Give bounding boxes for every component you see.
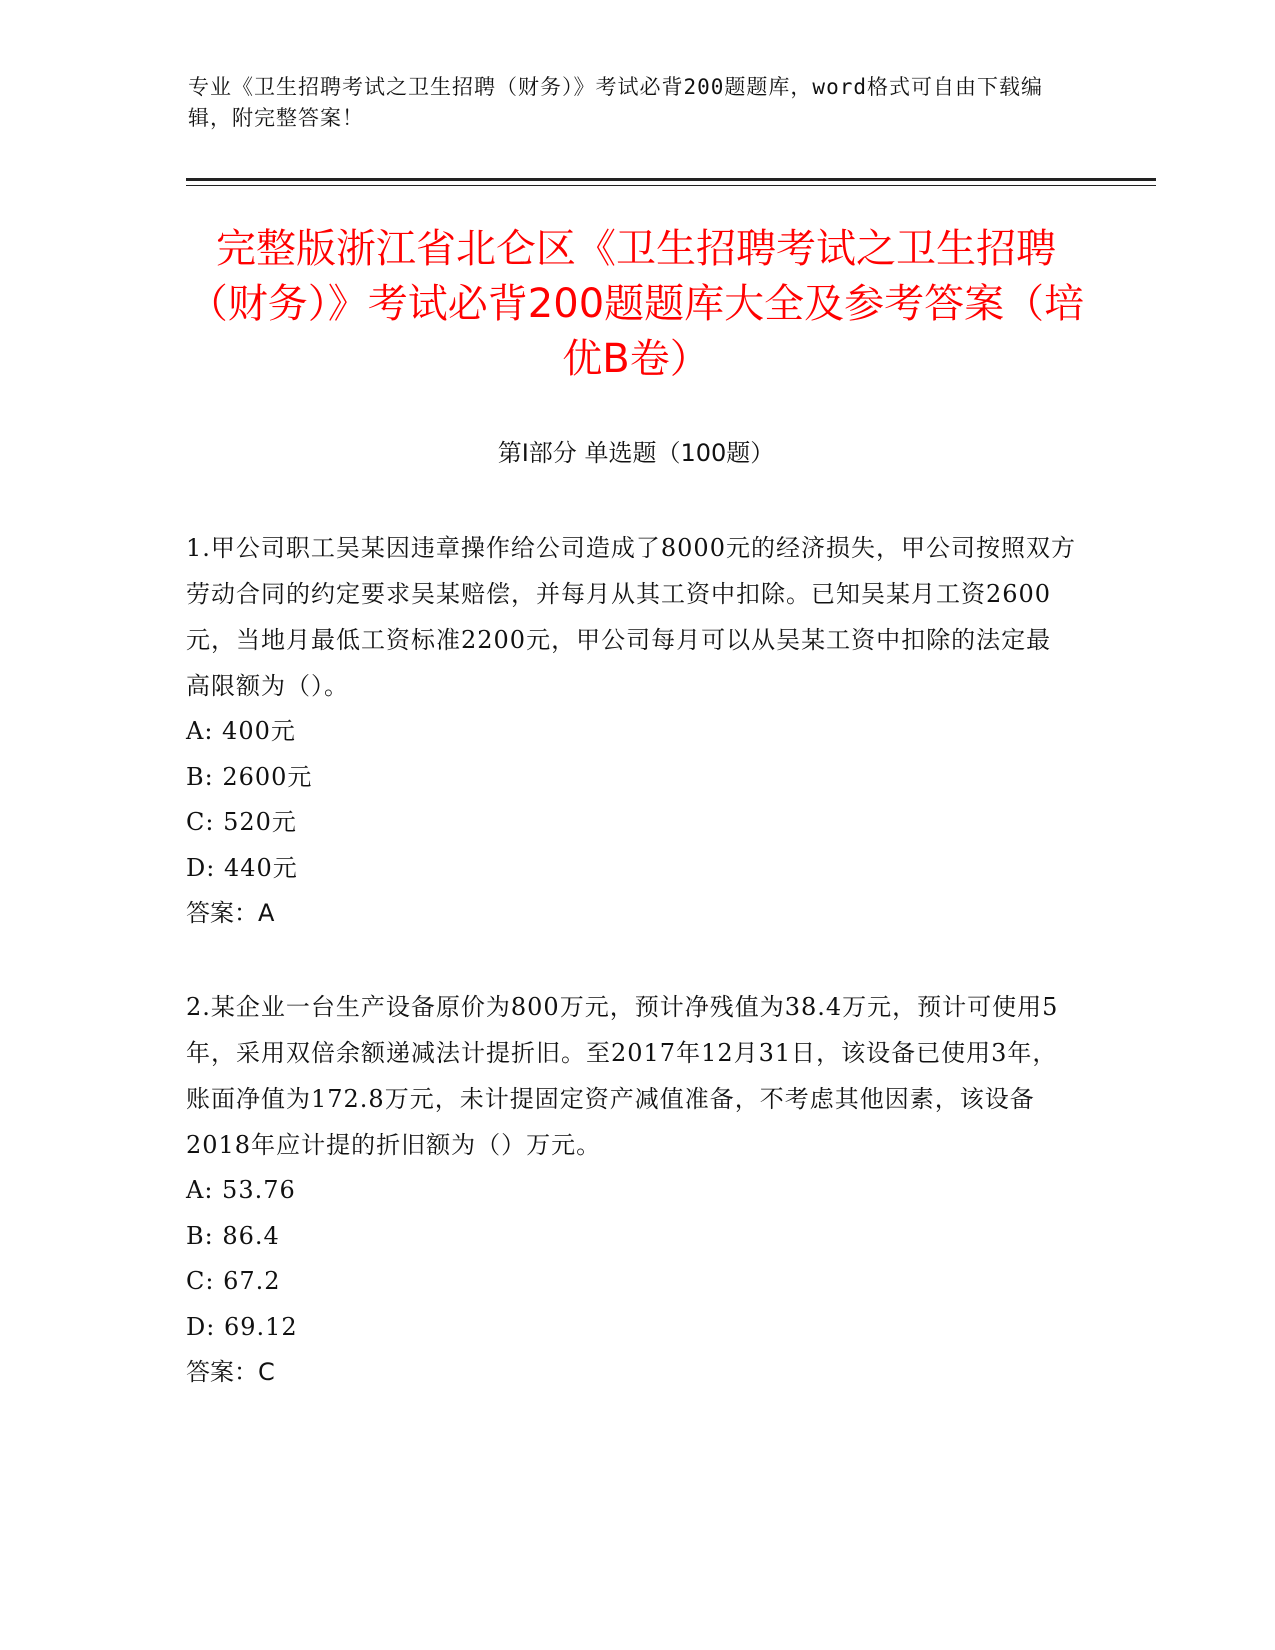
answer-label: 答案：C	[186, 1358, 275, 1386]
option-d: D: 440元	[186, 853, 298, 882]
question-item	[186, 525, 1076, 937]
option-a: A: 53.76	[186, 1176, 296, 1204]
header-divider-thin	[186, 185, 1156, 186]
header-note: 专业《卫生招聘考试之卫生招聘（财务）》考试必背200题题库，word格式可自由下载编辑，附完整答案！	[188, 75, 1043, 130]
answer-label: 答案：A	[186, 899, 275, 927]
option-b: B: 2600元	[186, 762, 313, 791]
document-title: 完整版浙江省北仑区《卫生招聘考试之卫生招聘（财务）》考试必背200题题库大全及参考答案（培优B卷）	[187, 226, 1085, 382]
option-c: C: 520元	[186, 808, 297, 836]
question-stem: 1.甲公司职工吴某因违章操作给公司造成了8000元的经济损失，甲公司按照双方劳动合同的约定要求吴某赔偿，并每月从其工资中扣除。已知吴某月工资2600元，当地月最低工资标准2200元，甲公司每月可以从吴某工资中扣除的法定最高限额为（）。	[186, 534, 1076, 700]
header-divider-thick	[186, 178, 1156, 181]
section-heading: 第I部分 单选题（100题）	[497, 439, 775, 467]
question-stem: 2.某企业一台生产设备原价为800万元，预计净残值为38.4万元，预计可使用5年，采用双倍余额递减法计提折旧。至2017年12月31日，该设备已使用3年，账面净值为172.8万元，未计提固定资产减值准备，不考虑其他因素，该设备2018年应计提的折旧额为（）万元。	[186, 993, 1059, 1159]
option-a: A: 400元	[186, 717, 296, 745]
option-d: D: 69.12	[186, 1312, 298, 1341]
option-c: C: 67.2	[186, 1267, 281, 1295]
option-b: B: 86.4	[186, 1221, 280, 1250]
question-item	[186, 984, 1076, 1396]
